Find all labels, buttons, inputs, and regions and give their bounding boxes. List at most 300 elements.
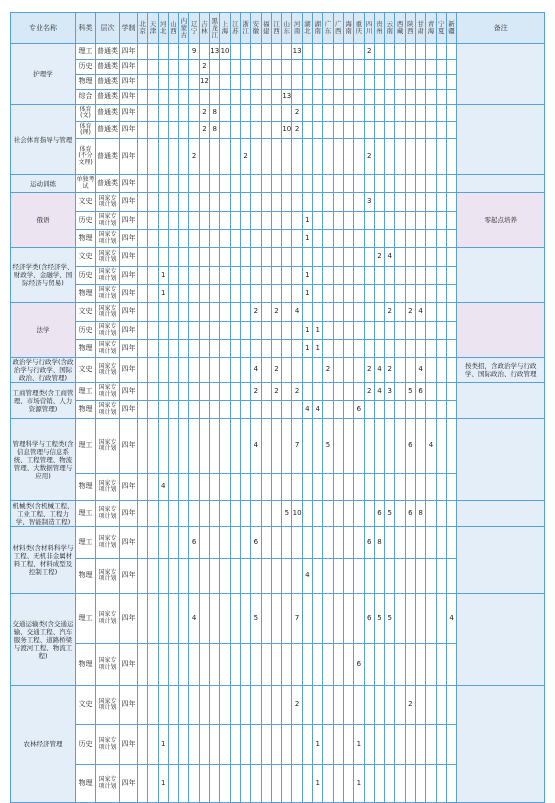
table-row xyxy=(11,303,545,322)
quota-cell xyxy=(251,765,261,803)
quota-cell: 2 xyxy=(292,383,302,401)
quota-cell xyxy=(385,322,395,340)
quota-cell xyxy=(436,322,446,340)
xuezhi-cell: 四年 xyxy=(120,419,138,474)
quota-cell xyxy=(261,474,271,501)
cengci-cell: 国家专项计划 xyxy=(96,248,120,267)
quota-cell xyxy=(230,419,240,474)
quota-cell xyxy=(374,725,384,765)
quota-cell xyxy=(323,230,333,248)
quota-cell xyxy=(282,248,292,267)
quota-cell xyxy=(220,285,230,303)
quota-cell: 5 xyxy=(282,501,292,527)
major-name-cell: 俄语 xyxy=(11,193,76,248)
quota-cell xyxy=(426,193,436,212)
quota-cell xyxy=(302,105,312,122)
quota-cell xyxy=(405,139,415,175)
xuezhi-cell: 四年 xyxy=(120,44,138,60)
quota-cell xyxy=(148,474,158,501)
quota-cell xyxy=(333,725,343,765)
quota-cell xyxy=(405,75,415,90)
quota-cell xyxy=(240,60,250,75)
quota-cell xyxy=(271,686,281,725)
quota-cell xyxy=(426,122,436,139)
quota-cell xyxy=(261,501,271,527)
quota-cell xyxy=(292,248,302,267)
quota-cell xyxy=(220,419,230,474)
quota-cell xyxy=(138,285,148,303)
quota-cell xyxy=(261,248,271,267)
major-name-cell: 运动训练 xyxy=(11,175,76,193)
quota-cell xyxy=(148,501,158,527)
quota-cell: 4 xyxy=(374,358,384,383)
quota-cell xyxy=(179,303,189,322)
quota-cell xyxy=(148,267,158,285)
quota-cell xyxy=(405,60,415,75)
quota-cell xyxy=(333,419,343,474)
quota-cell xyxy=(405,122,415,139)
quota-cell xyxy=(210,358,220,383)
quota-cell xyxy=(385,765,395,803)
quota-cell xyxy=(343,765,353,803)
quota-cell xyxy=(436,474,446,501)
quota-cell xyxy=(210,501,220,527)
kelei-cell: 历史 xyxy=(76,322,96,340)
quota-cell xyxy=(405,644,415,686)
quota-cell xyxy=(385,193,395,212)
kelei-cell: 物理 xyxy=(76,230,96,248)
quota-cell xyxy=(210,248,220,267)
quota-cell xyxy=(240,105,250,122)
header-province: 四川 xyxy=(364,13,374,44)
quota-cell xyxy=(323,322,333,340)
quota-cell xyxy=(138,474,148,501)
quota-cell xyxy=(179,765,189,803)
quota-cell xyxy=(282,322,292,340)
quota-cell xyxy=(302,60,312,75)
quota-cell xyxy=(210,401,220,419)
quota-cell xyxy=(436,193,446,212)
quota-cell xyxy=(282,527,292,559)
cengci-cell: 国家专项计划 xyxy=(96,383,120,401)
table-header-row xyxy=(11,13,545,44)
kelei-cell: 物理 xyxy=(76,765,96,803)
quota-cell xyxy=(446,340,456,358)
quota-cell xyxy=(158,60,168,75)
quota-cell xyxy=(292,559,302,594)
quota-cell xyxy=(261,559,271,594)
quota-cell xyxy=(323,44,333,60)
quota-cell xyxy=(240,725,250,765)
quota-cell xyxy=(354,303,364,322)
quota-cell xyxy=(138,322,148,340)
quota-cell xyxy=(230,105,240,122)
quota-cell xyxy=(261,644,271,686)
quota-cell: 1 xyxy=(302,212,312,230)
xuezhi-cell: 四年 xyxy=(120,285,138,303)
quota-cell xyxy=(405,474,415,501)
quota-cell xyxy=(230,212,240,230)
quota-cell: 1 xyxy=(158,285,168,303)
cengci-cell: 国家专项计划 xyxy=(96,230,120,248)
quota-cell xyxy=(364,559,374,594)
quota-cell xyxy=(395,175,405,193)
quota-cell xyxy=(416,322,426,340)
quota-cell xyxy=(168,559,178,594)
quota-cell xyxy=(385,122,395,139)
quota-cell xyxy=(343,594,353,644)
header-province: 江苏 xyxy=(230,13,240,44)
quota-cell xyxy=(333,60,343,75)
quota-cell xyxy=(333,594,343,644)
quota-cell xyxy=(210,212,220,230)
quota-cell xyxy=(179,322,189,340)
quota-cell xyxy=(240,303,250,322)
quota-cell xyxy=(189,248,199,267)
quota-cell xyxy=(313,230,323,248)
quota-cell xyxy=(189,322,199,340)
header-province: 辽宁 xyxy=(189,13,199,44)
quota-cell xyxy=(138,419,148,474)
quota-cell xyxy=(313,248,323,267)
quota-cell xyxy=(302,175,312,193)
quota-cell xyxy=(292,725,302,765)
quota-cell xyxy=(426,594,436,644)
quota-cell xyxy=(138,44,148,60)
quota-cell xyxy=(446,725,456,765)
quota-cell xyxy=(168,90,178,105)
header-province: 天津 xyxy=(148,13,158,44)
header-note: 备注 xyxy=(457,13,545,44)
quota-cell: 4 xyxy=(374,383,384,401)
quota-cell xyxy=(374,175,384,193)
quota-cell xyxy=(230,44,240,60)
quota-cell xyxy=(313,686,323,725)
quota-cell xyxy=(343,383,353,401)
quota-cell xyxy=(240,75,250,90)
quota-cell: 5 xyxy=(385,501,395,527)
table-row xyxy=(11,175,545,193)
quota-cell xyxy=(313,122,323,139)
quota-cell xyxy=(168,44,178,60)
xuezhi-cell: 四年 xyxy=(120,358,138,383)
quota-cell xyxy=(220,139,230,175)
quota-cell xyxy=(271,725,281,765)
quota-cell xyxy=(189,474,199,501)
table-row xyxy=(11,419,545,474)
quota-cell: 6 xyxy=(251,527,261,559)
quota-cell xyxy=(436,559,446,594)
quota-cell xyxy=(148,594,158,644)
quota-cell: 1 xyxy=(158,765,168,803)
quota-cell xyxy=(354,474,364,501)
quota-cell xyxy=(354,267,364,285)
quota-cell xyxy=(138,765,148,803)
quota-cell xyxy=(333,303,343,322)
quota-cell xyxy=(148,644,158,686)
quota-cell xyxy=(148,105,158,122)
header-province: 上海 xyxy=(220,13,230,44)
quota-cell xyxy=(158,75,168,90)
quota-cell xyxy=(364,248,374,267)
kelei-cell: 物理 xyxy=(76,401,96,419)
quota-cell xyxy=(354,340,364,358)
quota-cell xyxy=(374,212,384,230)
quota-cell xyxy=(230,122,240,139)
quota-cell xyxy=(364,285,374,303)
header-province: 浙江 xyxy=(240,13,250,44)
quota-cell xyxy=(354,105,364,122)
quota-cell xyxy=(158,44,168,60)
quota-cell xyxy=(343,474,353,501)
quota-cell: 4 xyxy=(385,248,395,267)
quota-cell: 2 xyxy=(240,139,250,175)
quota-cell xyxy=(395,230,405,248)
quota-cell xyxy=(333,248,343,267)
quota-cell xyxy=(354,358,364,383)
quota-cell xyxy=(271,644,281,686)
quota-cell xyxy=(148,419,158,474)
quota-cell xyxy=(148,303,158,322)
quota-cell: 5 xyxy=(405,383,415,401)
quota-cell xyxy=(313,527,323,559)
quota-cell xyxy=(446,419,456,474)
quota-cell xyxy=(271,765,281,803)
quota-cell xyxy=(199,303,209,322)
quota-cell xyxy=(446,267,456,285)
quota-cell xyxy=(271,474,281,501)
quota-cell xyxy=(395,594,405,644)
quota-cell xyxy=(405,527,415,559)
quota-cell xyxy=(395,725,405,765)
quota-cell xyxy=(240,419,250,474)
quota-cell xyxy=(333,340,343,358)
quota-cell xyxy=(271,230,281,248)
quota-cell xyxy=(395,358,405,383)
quota-cell xyxy=(354,90,364,105)
quota-cell xyxy=(426,559,436,594)
quota-cell xyxy=(230,90,240,105)
quota-cell xyxy=(374,644,384,686)
quota-cell xyxy=(405,285,415,303)
quota-cell xyxy=(210,340,220,358)
quota-cell xyxy=(282,474,292,501)
note-cell xyxy=(457,303,545,358)
quota-cell xyxy=(138,122,148,139)
quota-cell xyxy=(343,358,353,383)
quota-cell: 4 xyxy=(416,358,426,383)
major-name-cell: 经济学类(含经济学、财政学、金融学、国际经济与贸易) xyxy=(11,248,76,303)
kelei-cell: 文史 xyxy=(76,193,96,212)
header-province: 河北 xyxy=(158,13,168,44)
quota-cell xyxy=(138,75,148,90)
quota-cell xyxy=(189,340,199,358)
quota-cell xyxy=(199,559,209,594)
quota-cell xyxy=(323,90,333,105)
note-cell xyxy=(457,527,545,594)
quota-cell: 13 xyxy=(292,44,302,60)
quota-cell xyxy=(395,285,405,303)
quota-cell xyxy=(230,594,240,644)
quota-cell xyxy=(261,340,271,358)
quota-cell xyxy=(251,474,261,501)
quota-cell xyxy=(251,644,261,686)
quota-cell xyxy=(292,90,302,105)
quota-cell xyxy=(446,644,456,686)
xuezhi-cell: 四年 xyxy=(120,686,138,725)
quota-cell xyxy=(323,175,333,193)
quota-cell xyxy=(302,193,312,212)
quota-cell xyxy=(138,303,148,322)
quota-cell xyxy=(405,212,415,230)
quota-cell xyxy=(385,419,395,474)
quota-cell xyxy=(436,358,446,383)
quota-cell xyxy=(436,122,446,139)
quota-cell xyxy=(354,139,364,175)
quota-cell xyxy=(168,248,178,267)
quota-cell xyxy=(179,358,189,383)
quota-cell: 1 xyxy=(302,285,312,303)
quota-cell xyxy=(158,501,168,527)
kelei-cell: 物理 xyxy=(76,644,96,686)
quota-cell: 2 xyxy=(323,358,333,383)
header-province: 宁夏 xyxy=(436,13,446,44)
quota-cell xyxy=(158,527,168,559)
quota-cell xyxy=(261,122,271,139)
quota-cell xyxy=(282,75,292,90)
quota-cell: 1 xyxy=(313,765,323,803)
quota-cell xyxy=(220,358,230,383)
quota-cell xyxy=(416,60,426,75)
quota-cell: 2 xyxy=(271,303,281,322)
quota-cell xyxy=(138,105,148,122)
quota-cell xyxy=(333,175,343,193)
quota-cell xyxy=(220,175,230,193)
quota-cell xyxy=(189,501,199,527)
quota-cell xyxy=(343,401,353,419)
quota-cell xyxy=(148,686,158,725)
quota-cell xyxy=(426,527,436,559)
quota-cell xyxy=(261,90,271,105)
quota-cell xyxy=(282,765,292,803)
quota-cell xyxy=(148,139,158,175)
quota-cell xyxy=(436,90,446,105)
header-xuezhi: 学制 xyxy=(120,13,138,44)
quota-cell xyxy=(446,474,456,501)
quota-cell xyxy=(158,139,168,175)
quota-cell xyxy=(158,248,168,267)
quota-cell xyxy=(158,303,168,322)
quota-cell xyxy=(240,322,250,340)
quota-cell xyxy=(148,322,158,340)
quota-cell xyxy=(282,559,292,594)
quota-cell xyxy=(364,644,374,686)
header-province: 北京 xyxy=(138,13,148,44)
quota-cell xyxy=(374,90,384,105)
quota-cell xyxy=(416,559,426,594)
quota-cell xyxy=(138,230,148,248)
header-major: 专业名称 xyxy=(11,13,76,44)
quota-cell xyxy=(292,474,302,501)
cengci-cell: 普通类 xyxy=(96,105,120,122)
quota-cell: 2 xyxy=(364,139,374,175)
quota-cell xyxy=(292,230,302,248)
quota-cell xyxy=(220,122,230,139)
quota-cell xyxy=(395,644,405,686)
quota-cell xyxy=(230,75,240,90)
quota-cell xyxy=(138,501,148,527)
quota-cell xyxy=(374,401,384,419)
quota-cell: 4 xyxy=(158,474,168,501)
quota-cell xyxy=(395,340,405,358)
quota-cell: 2 xyxy=(292,686,302,725)
quota-cell xyxy=(385,644,395,686)
note-cell xyxy=(457,594,545,686)
quota-cell xyxy=(138,594,148,644)
quota-cell xyxy=(179,644,189,686)
quota-cell xyxy=(446,401,456,419)
quota-cell xyxy=(199,358,209,383)
quota-cell xyxy=(446,559,456,594)
header-province: 湖北 xyxy=(302,13,312,44)
quota-cell: 1 xyxy=(313,340,323,358)
quota-cell xyxy=(426,175,436,193)
quota-cell xyxy=(374,765,384,803)
quota-cell xyxy=(179,193,189,212)
quota-cell xyxy=(138,686,148,725)
quota-cell xyxy=(333,193,343,212)
table-row xyxy=(11,501,545,527)
header-province: 重庆 xyxy=(354,13,364,44)
quota-cell xyxy=(302,75,312,90)
quota-cell xyxy=(138,248,148,267)
cengci-cell: 国家专项计划 xyxy=(96,686,120,725)
cengci-cell: 国家专项计划 xyxy=(96,501,120,527)
quota-cell xyxy=(333,230,343,248)
quota-cell xyxy=(292,340,302,358)
quota-cell xyxy=(189,175,199,193)
quota-cell xyxy=(179,230,189,248)
quota-cell: 3 xyxy=(364,193,374,212)
quota-cell: 6 xyxy=(405,419,415,474)
cengci-cell: 国家专项计划 xyxy=(96,285,120,303)
quota-cell xyxy=(302,765,312,803)
quota-cell xyxy=(271,401,281,419)
quota-cell xyxy=(426,212,436,230)
quota-cell xyxy=(189,686,199,725)
quota-cell xyxy=(220,75,230,90)
quota-cell xyxy=(374,419,384,474)
quota-cell xyxy=(210,322,220,340)
quota-cell xyxy=(158,322,168,340)
quota-cell xyxy=(374,285,384,303)
quota-cell xyxy=(138,527,148,559)
quota-cell xyxy=(343,501,353,527)
quota-cell xyxy=(333,267,343,285)
quota-cell xyxy=(271,594,281,644)
quota-cell xyxy=(323,527,333,559)
quota-cell xyxy=(343,322,353,340)
quota-cell xyxy=(385,75,395,90)
quota-cell: 7 xyxy=(292,419,302,474)
quota-cell xyxy=(426,501,436,527)
xuezhi-cell: 四年 xyxy=(120,501,138,527)
quota-cell xyxy=(240,594,250,644)
quota-cell xyxy=(179,383,189,401)
kelei-cell: 物理 xyxy=(76,340,96,358)
quota-cell xyxy=(168,75,178,90)
quota-cell: 3 xyxy=(385,383,395,401)
